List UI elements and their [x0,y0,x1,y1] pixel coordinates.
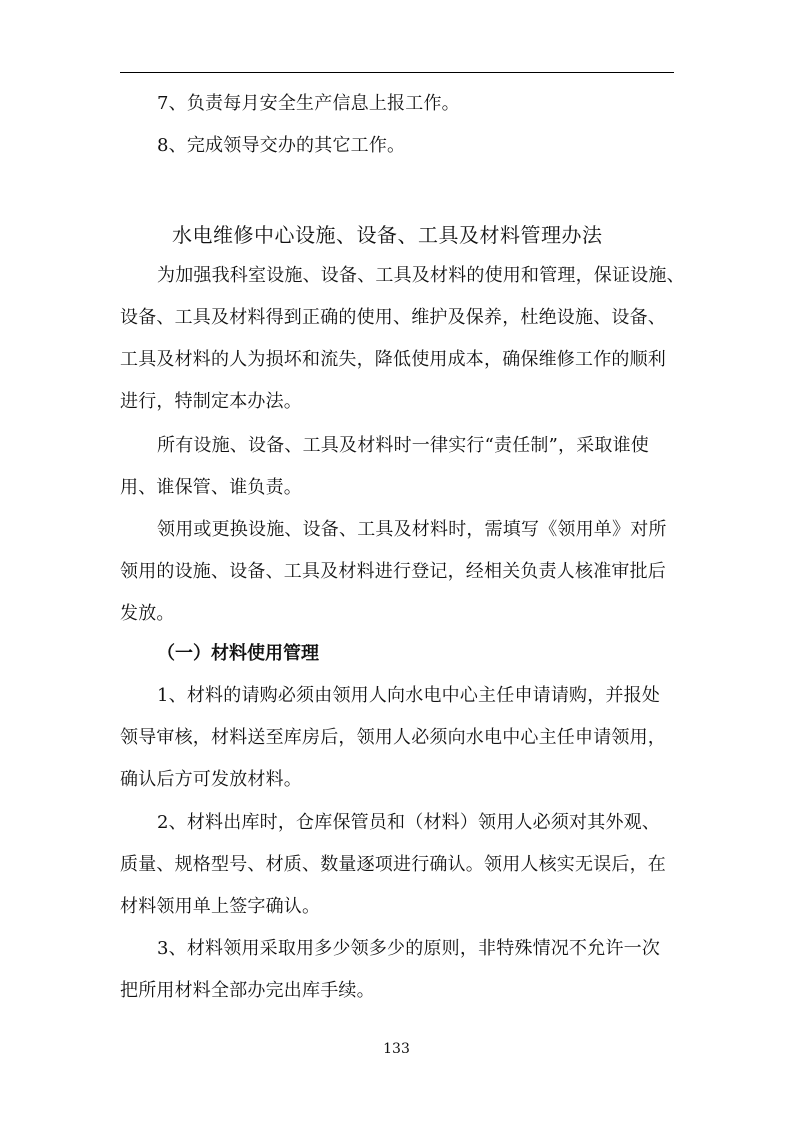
rule1-line: 确认后方可发放材料。 [120,769,302,790]
document-title: 水电维修中心设施、设备、工具及材料管理办法 [172,223,603,247]
requisition-line: 领用或更换设施、设备、工具及材料时，需填写《领用单》对所 [157,519,667,540]
duty-item-8: 8、完成领导交办的其它工作。 [157,135,406,156]
requisition-line: 领用的设施、设备、工具及材料进行登记，经相关负责人核准审批后 [120,561,666,582]
section-heading: （一）材料使用管理 [157,643,319,664]
intro-line: 为加强我科室设施、设备、工具及材料的使用和管理，保证设施、 [157,265,685,286]
responsibility-line: 用、谁保管、谁负责。 [120,477,302,498]
intro-line: 工具及材料的人为损坏和流失，降低使用成本，确保维修工作的顺利 [120,349,666,370]
rule3-line: 把所用材料全部办完出库手续。 [120,980,375,1001]
requisition-line: 发放。 [120,603,175,624]
rule2-line: 质量、规格型号、材质、数量逐项进行确认。领用人核实无误后，在 [120,854,666,875]
rule3-line: 3、材料领用采取用多少领多少的原则，非特殊情况不允许一次 [157,938,661,959]
intro-line: 设备、工具及材料得到正确的使用、维护及保养，杜绝设施、设备、 [120,307,666,328]
rule2-line: 材料领用单上签字确认。 [120,896,321,917]
responsibility-line: 所有设施、设备、工具及材料时一律实行“责任制”，采取谁使 [157,435,650,456]
rule1-line: 领导审核，材料送至库房后，领用人必须向水电中心主任申请领用， [120,727,666,748]
duty-item-7: 7、负责每月安全生产信息上报工作。 [157,93,460,114]
rule1-line: 1、材料的请购必须由领用人向水电中心主任申请请购，并报处 [157,685,661,706]
header-rule [120,72,674,73]
page-number: 133 [383,1041,410,1057]
intro-line: 进行，特制定本办法。 [120,391,302,412]
rule2-line: 2、材料出库时，仓库保管员和（材料）领用人必须对其外观、 [157,812,661,833]
